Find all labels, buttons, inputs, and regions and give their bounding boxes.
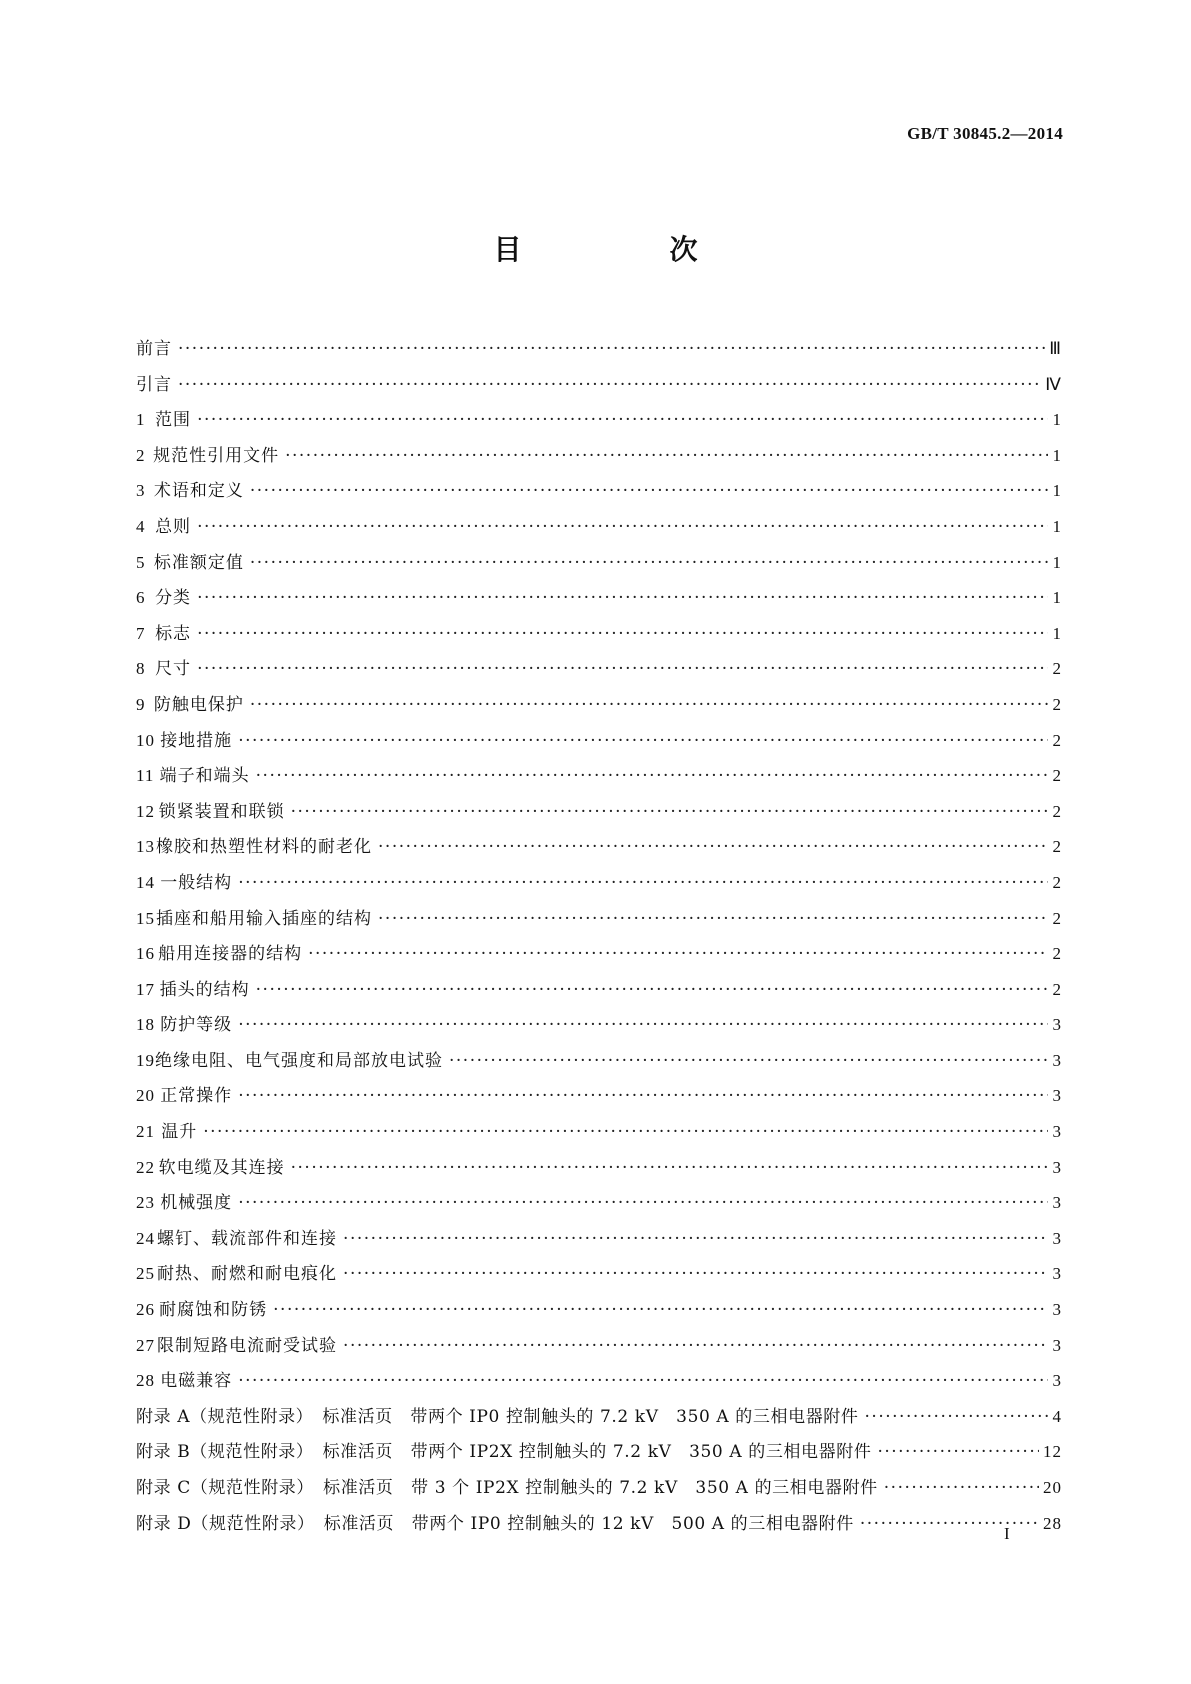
dot-leader — [256, 980, 1048, 1000]
toc-entry-number: 26 — [136, 1300, 155, 1320]
toc-entry[interactable] — [136, 654, 1062, 690]
dot-leader — [197, 410, 1048, 430]
dot-leader — [378, 909, 1048, 929]
toc-entry-number: 4 — [136, 516, 146, 536]
dot-leader — [865, 1407, 1048, 1427]
toc-entry-label: 绝缘电阻、电气强度和局部放电试验 — [155, 1050, 443, 1071]
toc-entry-label: 耐腐蚀和防锈 — [159, 1300, 268, 1321]
dot-leader — [238, 1086, 1048, 1106]
toc-entry-page: 20 — [1043, 1478, 1062, 1497]
toc-entry[interactable] — [136, 334, 1062, 370]
toc-entry-label: 端子和端头 — [159, 766, 250, 787]
toc-entry-number: 23 — [136, 1193, 155, 1213]
toc-entry-number: 25 — [136, 1264, 155, 1284]
toc-entry-number: 6 — [136, 588, 146, 608]
toc-entry-number: 10 — [136, 730, 155, 750]
toc-entry[interactable] — [136, 1366, 1062, 1402]
dot-leader — [343, 1264, 1048, 1284]
toc-entry[interactable] — [136, 690, 1062, 726]
dot-leader — [343, 1336, 1048, 1356]
toc-entry-number: 22 — [136, 1157, 155, 1177]
toc-entry-number: 16 — [136, 944, 155, 964]
toc-entry-page: 3 — [1052, 1050, 1062, 1070]
dot-leader — [250, 481, 1048, 501]
toc-entry-number: 17 — [136, 979, 155, 999]
toc-entry-page: 3 — [1052, 1193, 1062, 1213]
toc-entry-page: 2 — [1052, 659, 1062, 679]
toc-entry-label: 耐热、耐燃和耐电痕化 — [157, 1264, 338, 1285]
toc-entry-number: 13 — [136, 837, 155, 857]
toc-entry[interactable] — [136, 619, 1062, 655]
toc-entry-page: 1 — [1052, 552, 1062, 572]
toc-entry[interactable] — [136, 975, 1062, 1011]
toc-entry-number: 12 — [136, 801, 155, 821]
toc-entry-number: 19 — [136, 1050, 155, 1070]
dot-leader — [238, 731, 1048, 751]
dot-leader — [285, 446, 1048, 466]
toc-entry-label: 尺寸 — [155, 659, 192, 680]
dot-leader — [238, 1015, 1048, 1035]
toc-entry-number: 9 — [136, 694, 146, 714]
toc-entry[interactable] — [136, 476, 1062, 512]
toc-entry-page: 1 — [1052, 410, 1062, 430]
dot-leader — [877, 1442, 1039, 1462]
toc-entry[interactable] — [136, 1509, 1062, 1545]
toc-entry[interactable] — [136, 1188, 1062, 1224]
toc-entry-label: 限制短路电流耐受试验 — [157, 1335, 338, 1356]
toc-entry-page: 3 — [1052, 1086, 1062, 1106]
toc-entry-number: 1 — [136, 410, 146, 430]
dot-leader — [197, 517, 1048, 537]
dot-leader — [197, 659, 1048, 679]
toc-entry-label: 附录 A（规范性附录） 标准活页 带两个 IP0 控制触头的 7.2 kV 350 A 的三相电器附件 — [136, 1406, 859, 1427]
toc-entry-label: 软电缆及其连接 — [158, 1157, 285, 1178]
toc-entry[interactable] — [136, 1153, 1062, 1189]
toc-entry-label: 附录 D（规范性附录） 标准活页 带两个 IP0 控制触头的 12 kV 500 A 的三相电器附件 — [136, 1513, 854, 1534]
toc-entry-label: 插座和船用输入插座的结构 — [156, 908, 373, 929]
toc-entry[interactable] — [136, 1117, 1062, 1153]
toc-entry-number: 7 — [136, 623, 146, 643]
toc-entry[interactable] — [136, 548, 1062, 584]
toc-entry-label: 规范性引用文件 — [153, 445, 280, 466]
dot-leader — [178, 339, 1045, 359]
toc-entry[interactable] — [136, 441, 1062, 477]
dot-leader — [178, 375, 1041, 395]
toc-entry-page: 1 — [1052, 481, 1062, 501]
standard-code: GB/T 30845.2—2014 — [907, 124, 1063, 143]
toc-entry-page: Ⅳ — [1045, 374, 1062, 394]
toc-entry-label: 锁紧装置和联锁 — [158, 801, 285, 822]
toc-entry-page: 2 — [1052, 908, 1062, 928]
toc-entry-number: 20 — [136, 1086, 155, 1106]
toc-entry-label: 术语和定义 — [153, 481, 244, 502]
toc-entry-page: 3 — [1052, 1122, 1062, 1142]
toc-entry[interactable] — [136, 832, 1062, 868]
toc-entry[interactable] — [136, 583, 1062, 619]
dot-leader — [291, 802, 1048, 822]
toc-entry[interactable] — [136, 370, 1062, 406]
table-of-contents — [136, 334, 1062, 1544]
toc-entry-page: Ⅲ — [1049, 339, 1062, 358]
toc-entry-label: 防护等级 — [160, 1015, 233, 1036]
toc-entry-number: 21 — [136, 1122, 155, 1142]
toc-entry-label: 插头的结构 — [159, 979, 250, 1000]
toc-entry-number: 27 — [136, 1335, 155, 1355]
dot-leader — [884, 1478, 1039, 1498]
toc-entry-label: 一般结构 — [160, 872, 233, 893]
toc-entry[interactable] — [136, 761, 1062, 797]
toc-entry[interactable] — [136, 1331, 1062, 1367]
toc-entry-page: 12 — [1043, 1442, 1062, 1462]
toc-entry[interactable] — [136, 1473, 1062, 1509]
toc-entry-page: 2 — [1052, 730, 1062, 750]
toc-entry[interactable] — [136, 904, 1062, 940]
page-number: I — [1004, 1524, 1010, 1543]
toc-entry-page: 3 — [1052, 1300, 1062, 1320]
toc-entry[interactable] — [136, 1224, 1062, 1260]
toc-entry[interactable] — [136, 1437, 1062, 1473]
toc-entry[interactable] — [136, 1295, 1062, 1331]
toc-entry-page: 1 — [1052, 623, 1062, 643]
toc-entry-label: 机械强度 — [160, 1193, 233, 1214]
toc-entry-label: 前言 — [136, 339, 172, 359]
toc-entry-page: 4 — [1052, 1406, 1062, 1426]
toc-entry-label: 范围 — [155, 410, 192, 431]
toc-entry-label: 防触电保护 — [153, 694, 244, 715]
toc-entry-label: 标志 — [155, 623, 192, 644]
toc-entry[interactable] — [136, 1259, 1062, 1295]
dot-leader — [197, 624, 1048, 644]
dot-leader — [343, 1229, 1048, 1249]
toc-entry-page: 2 — [1052, 837, 1062, 857]
toc-entry-label: 引言 — [136, 374, 172, 395]
toc-entry-number: 28 — [136, 1371, 155, 1391]
dot-leader — [308, 944, 1048, 964]
toc-entry-page: 3 — [1052, 1015, 1062, 1035]
toc-entry-page: 2 — [1052, 944, 1062, 964]
toc-entry-page: 2 — [1052, 979, 1062, 999]
toc-entry-number: 5 — [136, 552, 146, 572]
toc-entry[interactable] — [136, 1010, 1062, 1046]
toc-entry-label: 标准额定值 — [153, 552, 244, 573]
dot-leader — [378, 837, 1048, 857]
toc-entry[interactable] — [136, 1081, 1062, 1117]
toc-entry-page: 3 — [1052, 1371, 1062, 1391]
dot-leader — [860, 1514, 1039, 1534]
toc-entry-label: 接地措施 — [160, 730, 233, 751]
toc-entry[interactable] — [136, 868, 1062, 904]
toc-entry-page: 3 — [1052, 1335, 1062, 1355]
dot-leader — [238, 1371, 1048, 1391]
toc-entry-number: 14 — [136, 872, 155, 892]
toc-entry[interactable] — [136, 939, 1062, 975]
toc-entry-page: 3 — [1052, 1264, 1062, 1284]
toc-entry-number: 11 — [136, 766, 155, 786]
dot-leader — [197, 588, 1048, 608]
dot-leader — [203, 1122, 1048, 1142]
toc-entry-label: 附录 C（规范性附录） 标准活页 带 3 个 IP2X 控制触头的 7.2 kV 350 A 的三相电器附件 — [136, 1478, 878, 1498]
toc-entry-number: 24 — [136, 1228, 155, 1248]
toc-entry[interactable] — [136, 726, 1062, 762]
toc-entry[interactable] — [136, 512, 1062, 548]
dot-leader — [256, 766, 1048, 786]
toc-entry-label: 总则 — [155, 516, 192, 537]
toc-entry-label: 电磁兼容 — [160, 1371, 233, 1392]
dot-leader — [273, 1300, 1048, 1320]
toc-entry-number: 3 — [136, 481, 146, 501]
dot-leader — [238, 1193, 1048, 1213]
toc-entry-page: 1 — [1052, 516, 1062, 536]
toc-entry[interactable] — [136, 1046, 1062, 1082]
toc-entry-label: 橡胶和热塑性材料的耐老化 — [156, 837, 373, 858]
toc-entry-page: 3 — [1052, 1228, 1062, 1248]
toc-entry-page: 3 — [1052, 1157, 1062, 1177]
toc-entry-label: 船用连接器的结构 — [158, 944, 303, 965]
toc-entry-number: 15 — [136, 908, 155, 928]
dot-leader — [449, 1051, 1048, 1071]
dot-leader — [250, 553, 1048, 573]
toc-entry-page: 2 — [1052, 872, 1062, 892]
toc-entry-number: 18 — [136, 1015, 155, 1035]
toc-entry-label: 螺钉、载流部件和连接 — [157, 1228, 338, 1249]
toc-entry-page: 2 — [1052, 694, 1062, 714]
toc-entry[interactable] — [136, 1402, 1062, 1438]
toc-entry-page: 28 — [1043, 1513, 1062, 1533]
toc-entry-label: 分类 — [155, 588, 192, 609]
toc-entry-number: 2 — [136, 445, 146, 465]
dot-leader — [238, 873, 1048, 893]
toc-entry[interactable] — [136, 797, 1062, 833]
toc-entry-label: 附录 B（规范性附录） 标准活页 带两个 IP2X 控制触头的 7.2 kV 350 A 的三相电器附件 — [136, 1442, 872, 1463]
toc-entry-label: 温升 — [161, 1122, 198, 1143]
toc-entry[interactable] — [136, 405, 1062, 441]
dot-leader — [250, 695, 1048, 715]
page-title: 目 次 — [493, 233, 758, 266]
toc-entry-label: 正常操作 — [160, 1086, 233, 1107]
toc-entry-page: 1 — [1052, 588, 1062, 608]
toc-entry-page: 2 — [1052, 766, 1062, 786]
dot-leader — [291, 1158, 1048, 1178]
toc-entry-number: 8 — [136, 659, 146, 679]
toc-entry-page: 2 — [1052, 801, 1062, 821]
toc-entry-page: 1 — [1052, 445, 1062, 465]
